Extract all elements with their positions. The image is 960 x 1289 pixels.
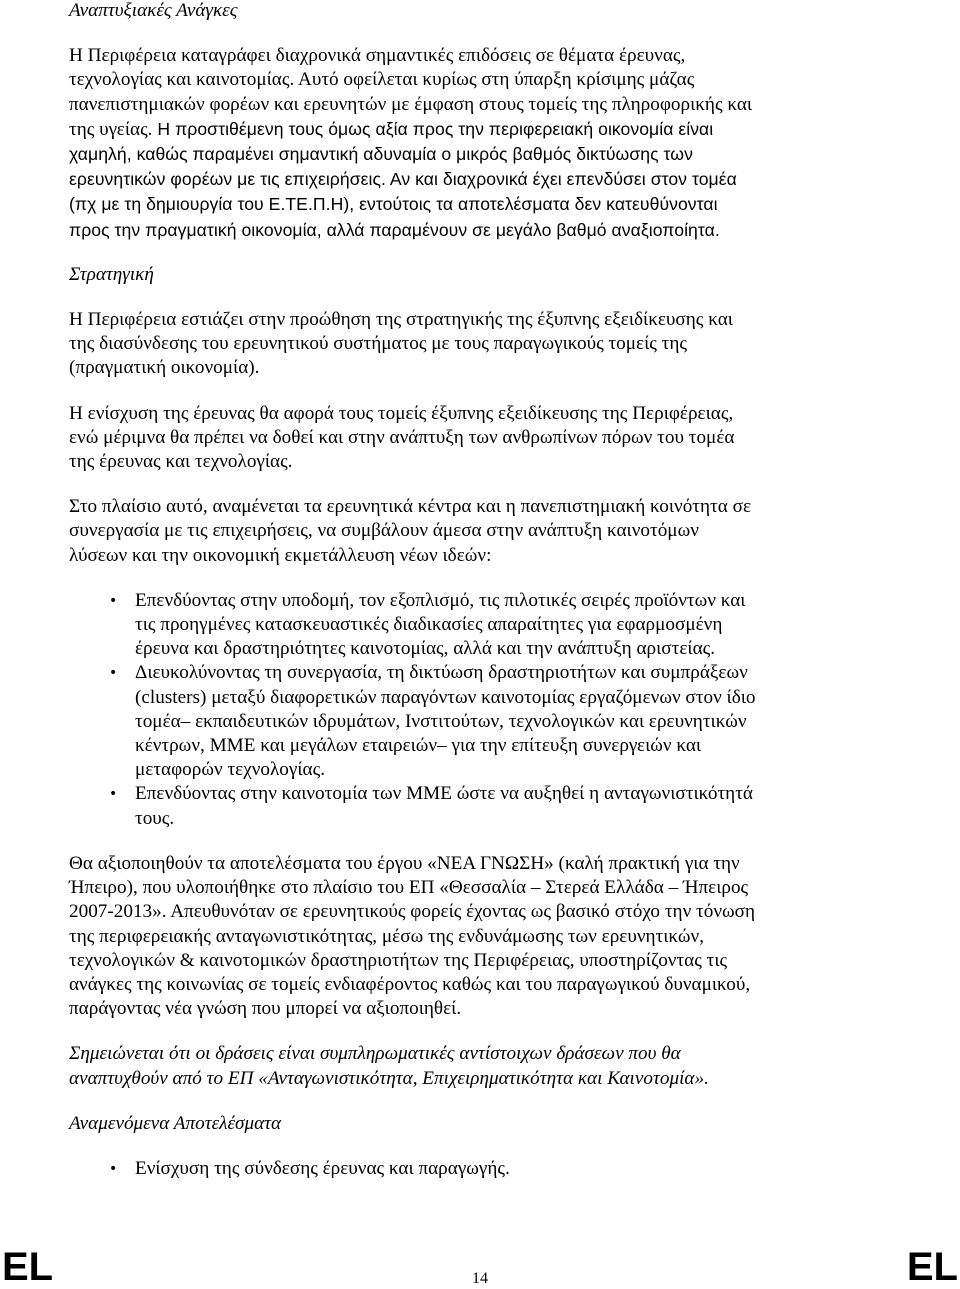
document-body — [69, 0, 899, 1181]
bullet-icon: • — [109, 1160, 118, 1177]
text-line-sans: (πχ με τη δημιουργία του Ε.ΤΕ.Π.Η), εντούτοις τα αποτελέσματα δεν κατευθύνονται — [69, 194, 718, 215]
text-line: (πραγματική οικονομία). — [69, 357, 260, 379]
section-heading-development-needs: Αναπτυξιακές Ανάγκες — [69, 0, 238, 21]
text-line: Ήπειρο), που υλοποιήθηκε στο πλαίσιο του ΕΠ «Θεσσαλία – Στερεά Ελλάδα – Ήπειρος — [69, 877, 749, 899]
text-line-sans: Η προστιθέμενη τους όμως αξία προς την περιφερειακή οικονομία είναι — [152, 118, 714, 139]
text-line: Η Περιφέρεια καταγράφει διαχρονικά σημαντικές επιδόσεις σε θέματα έρευνας, — [69, 45, 686, 67]
text-line: αναπτυχθούν από το ΕΠ «Ανταγωνιστικότητα, Επιχειρηματικότητα και Καινοτομία». — [69, 1067, 709, 1089]
bullet-list-results — [69, 1157, 899, 1181]
section-heading-expected-results: Αναμενόμενα Αποτελέσματα — [69, 1112, 282, 1134]
bullet-icon: • — [109, 592, 118, 609]
text-line-sans: χαμηλή, καθώς παραμένει σημαντική αδυναμία ο μικρός βαθμός δικτύωσης των — [69, 144, 693, 165]
text-line: Η ενίσχυση της έρευνας θα αφορά τους τομείς έξυπνης εξειδίκευσης της Περιφέρειας, — [69, 402, 734, 424]
text-line: της διασύνδεσης του ερευνητικού συστήματος με τους παραγωγικούς τομείς της — [69, 333, 688, 355]
text-line: της υγείας. — [69, 118, 153, 140]
text-line: Η Περιφέρεια εστιάζει στην προώθηση της στρατηγικής της έξυπνης εξειδίκευσης και — [69, 309, 733, 331]
list-item — [69, 589, 899, 662]
text-line: της περιφερειακής ανταγωνιστικότητας, μέσω της ενδυνάμωσης των ερευνητικών, — [69, 925, 705, 947]
text-line: λύσεων και την οικονομική εκμετάλλευση νέων ιδεών: — [69, 544, 492, 566]
text-line: (clusters) μεταξύ διαφορετικών παραγόντων καινοτομίας εργαζόμενων στον ίδιο — [135, 686, 756, 708]
text-line: Επενδύοντας στην υποδομή, τον εξοπλισμό, τις πιλοτικές σειρές προϊόντων και — [135, 589, 746, 611]
text-line: τεχνολογίας και καινοτομίας. Αυτό οφείλεται κυρίως στη ύπαρξη κρίσιμης μάζας — [69, 69, 695, 91]
text-line: τεχνολογικών & καινοτομικών δραστηριοτήτων της Περιφέρειας, υποστηρίζοντας τις — [69, 949, 728, 971]
text-line: ενώ μέριμνα θα πρέπει να δοθεί και στην ανάπτυξη των ανθρωπίνων πόρων του τομέα — [69, 426, 735, 448]
paragraph-research-performance — [69, 44, 899, 243]
text-line: τομέα– εκπαιδευτικών ιδρυμάτων, Ινστιτούτων, τεχνολογικών και ερευνητικών — [135, 710, 747, 732]
language-code-left: EL — [2, 1245, 54, 1289]
text-line: μεταφορών τεχνολογίας. — [135, 759, 325, 781]
list-item — [69, 1157, 899, 1181]
text-line: Ενίσχυση της σύνδεσης έρευνας και παραγωγής. — [135, 1157, 510, 1179]
list-item — [69, 661, 899, 782]
text-line: ανάγκες της κοινωνίας σε τομείς ενδιαφέροντος καθώς και του παραγωγικού δυναμικού, — [69, 973, 751, 995]
text-line-sans: προς την πραγματική οικονομία, αλλά παραμένουν σε μεγάλο βαθμό αναξιοποίητα. — [69, 219, 720, 240]
text-line: έρευνα και δραστηριότητες καινοτομίας, αλλά και την ανάπτυξη αριστείας. — [135, 638, 716, 660]
text-line: παράγοντας νέα γνώση που μπορεί να αξιοποιηθεί. — [69, 998, 462, 1020]
text-line: Επενδύοντας στην καινοτομία των ΜΜΕ ώστε να αυξηθεί η ανταγωνιστικότητά — [135, 783, 753, 805]
text-line: τους. — [135, 807, 175, 829]
bullet-icon: • — [109, 786, 118, 803]
text-line: συνεργασία με τις επιχειρήσεις, να συμβάλουν άμεσα στην ανάπτυξη καινοτόμων — [69, 520, 699, 542]
bullet-icon: • — [109, 665, 118, 682]
section-heading-strategy: Στρατηγική — [69, 263, 154, 285]
text-line: τις προηγμένες κατασκευαστικές διαδικασίες απαραίτητες για εφαρμοσμένη — [135, 614, 723, 636]
paragraph-research-strengthening — [69, 402, 899, 475]
text-line: Σημειώνεται ότι οι δράσεις είναι συμπληρωματικές αντίστοιχων δράσεων που θα — [69, 1043, 681, 1065]
language-code-right: EL — [906, 1245, 958, 1289]
text-line-sans: ερευνητικών φορέων με τις επιχειρήσεις. Αν και διαχρονικά έχει επενδύσει στον τομέα — [69, 169, 737, 190]
paragraph-strategy-focus — [69, 308, 899, 381]
text-line: Διευκολύνοντας τη συνεργασία, τη δικτύωση δραστηριοτήτων και συμπράξεων — [135, 662, 748, 684]
text-line: 2007-2013». Απευθυνόταν σε ερευνητικούς φορείς έχοντας ως βασικό στόχο την τόνωση — [69, 901, 756, 923]
text-line: της έρευνας και τεχνολογίας. — [69, 451, 293, 473]
paragraph-research-centres — [69, 495, 899, 568]
text-line: Στο πλαίσιο αυτό, αναμένεται τα ερευνητικά κέντρα και η πανεπιστημιακή κοινότητα σε — [69, 496, 752, 518]
text-line: πανεπιστημιακών φορέων και ερευνητών με έμφαση στους τομείς της πληροφορικής και — [69, 93, 753, 115]
list-item — [69, 782, 899, 830]
page-number: 14 — [472, 1270, 488, 1287]
text-line: Θα αξιοποιηθούν τα αποτελέσματα του έργου «ΝΕΑ ΓΝΩΣΗ» (καλή πρακτική για την — [69, 852, 740, 874]
paragraph-nea-gnosi — [69, 852, 899, 1021]
paragraph-complementarity-note — [69, 1042, 899, 1090]
bullet-list-actions — [69, 589, 899, 831]
text-line: κέντρων, ΜΜΕ και μεγάλων εταιρειών– για την επίτευξη συνεργειών και — [135, 735, 702, 757]
